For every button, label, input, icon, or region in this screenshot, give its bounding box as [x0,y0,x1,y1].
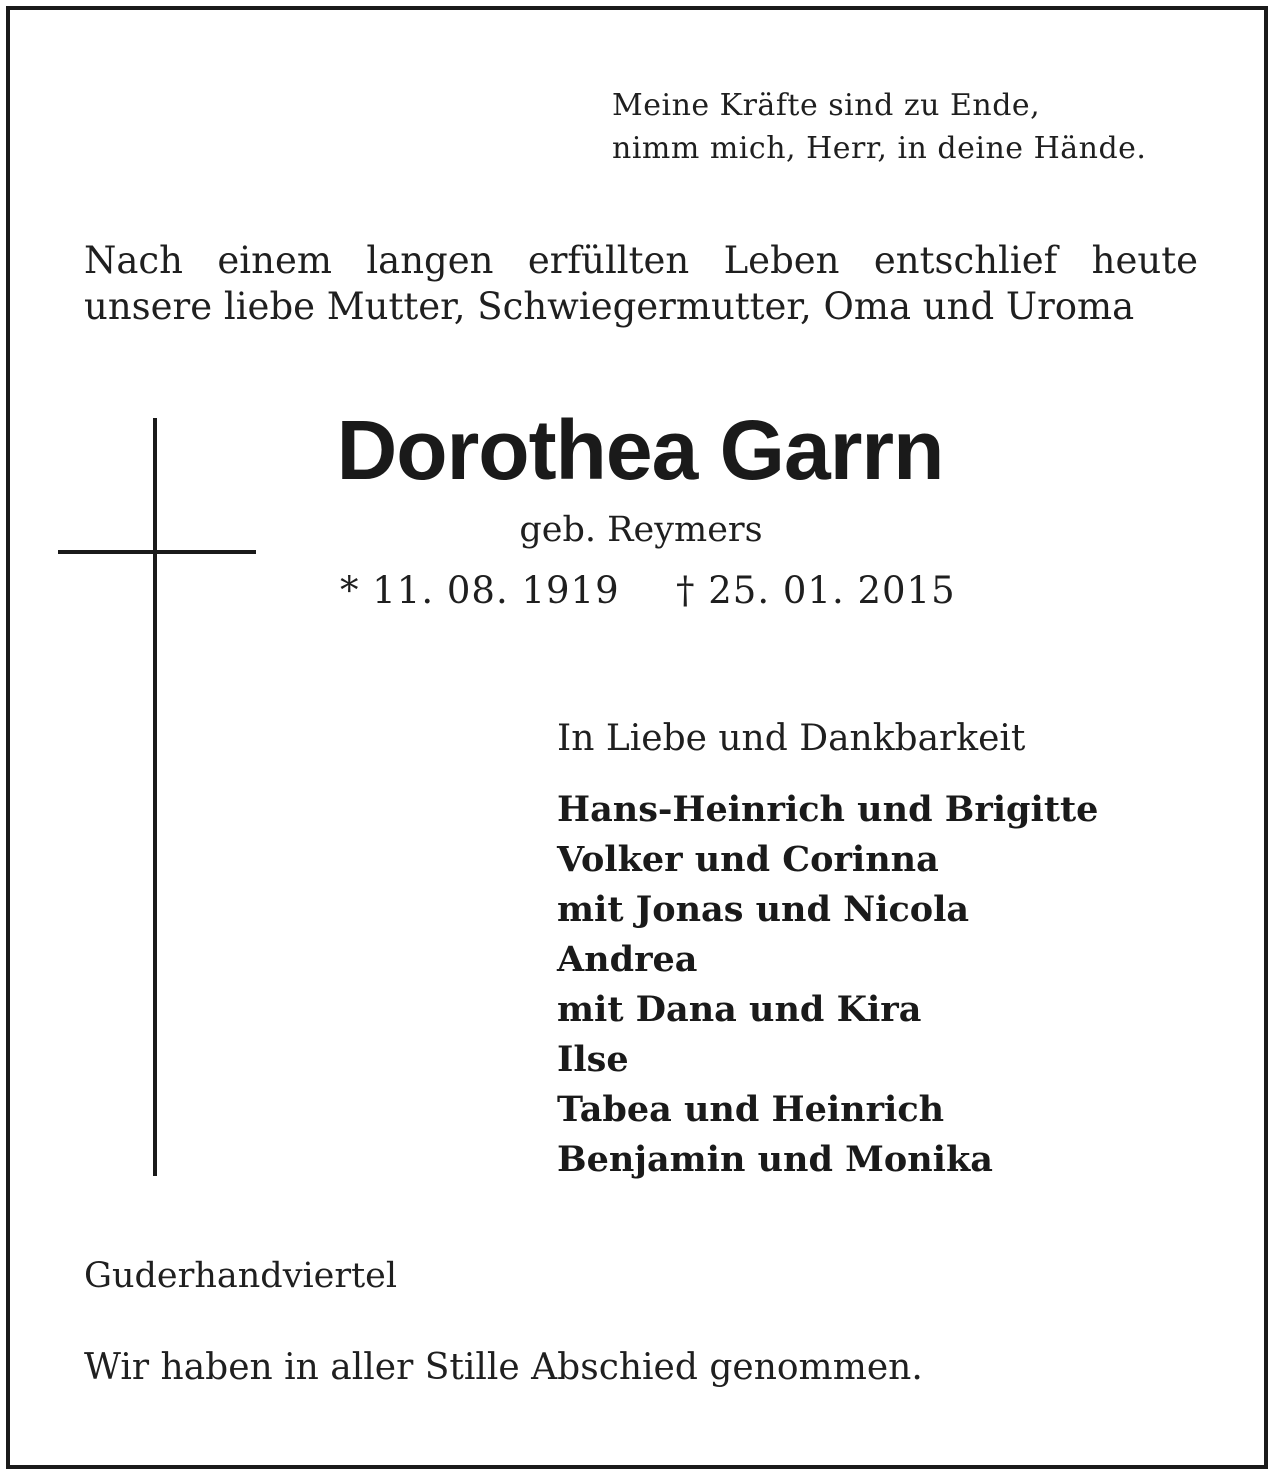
deceased-name [0,400,1280,500]
mourner-item: Andrea [557,939,698,980]
intro-text [84,238,1198,330]
intro-line-1: Nach einem langen erfüllten Leben entschlief heute [84,239,1198,282]
deceased-name-text: Dorothea Garrn [336,403,944,497]
birth-date: * 11. 08. 1919 [340,569,620,612]
death-date: † 25. 01. 2015 [676,569,956,612]
mourner-item: Tabea und Heinrich [557,1089,945,1130]
motto-verse [612,84,1232,170]
maiden-name: geb. Reymers [519,510,763,550]
closing-note: Wir haben in aller Stille Abschied genommen. [84,1347,923,1388]
mourner-item: Benjamin und Monika [557,1139,993,1180]
mourners-list [557,785,1098,1185]
intro-line-2: unsere liebe Mutter, Schwiegermutter, Oma und Uroma [84,285,1135,328]
mourner-item: Volker und Corinna [557,839,939,880]
motto-line-2: nimm mich, Herr, in deine Hände. [612,131,1147,166]
mourner-item: mit Jonas und Nicola [557,889,970,930]
mourner-item: Ilse [557,1039,629,1080]
dedication-text: In Liebe und Dankbarkeit [557,718,1026,759]
mourner-item: Hans-Heinrich und Brigitte [557,789,1099,830]
mourner-item: mit Dana und Kira [557,989,922,1030]
place-name: Guderhandviertel [84,1256,398,1296]
motto-line-1: Meine Kräfte sind zu Ende, [612,88,1041,123]
